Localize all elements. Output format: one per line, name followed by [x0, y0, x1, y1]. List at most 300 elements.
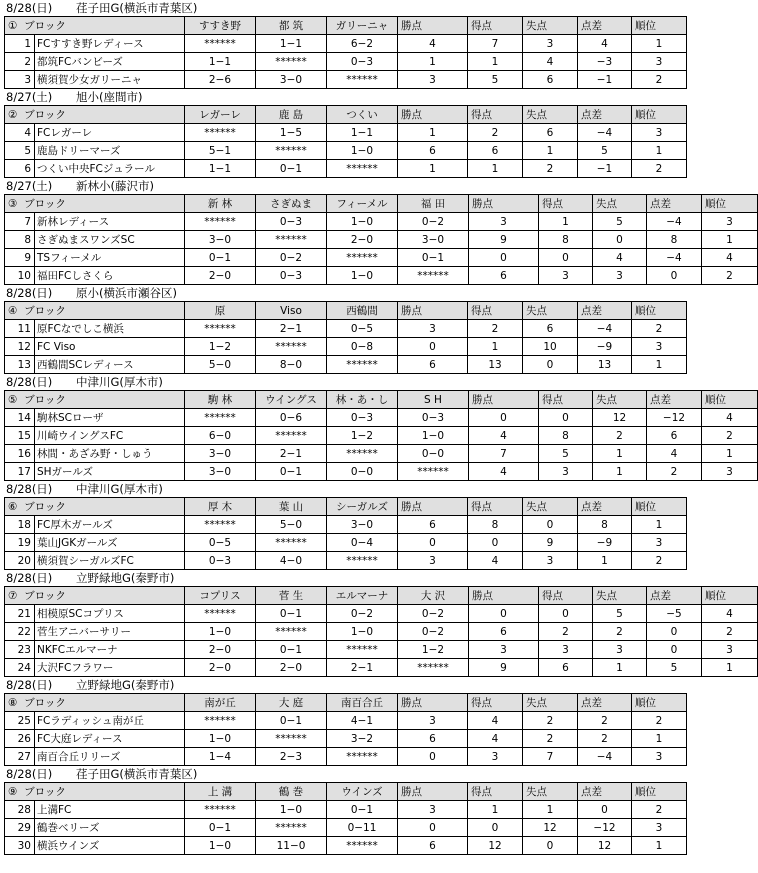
rank-value: 3 [632, 534, 687, 552]
rank-value: 2 [702, 427, 758, 445]
team-number: 29 [5, 819, 35, 837]
rank-value: 1 [632, 35, 687, 53]
goal-diff-value: 4 [578, 35, 632, 53]
match-venue: 原小(横浜市瀬谷区) [76, 286, 177, 300]
rank-value: 1 [632, 356, 687, 374]
match-result: ****** [185, 320, 256, 338]
team-name: 駒林SCローザ [35, 409, 185, 427]
goal-diff-value: −4 [578, 124, 632, 142]
match-venue: 立野緑地G(秦野市) [76, 571, 175, 585]
team-name: 西鶴間SCレディース [35, 356, 185, 374]
match-result: 1−0 [185, 730, 256, 748]
match-result: 3−0 [185, 463, 256, 481]
goals-against-value: 6 [523, 71, 578, 89]
match-venue: 荏子田G(横浜市青葉区) [76, 1, 198, 15]
team-number: 5 [5, 142, 35, 160]
team-name: さぎぬまスワンズSC [35, 231, 185, 249]
block-header-cell [5, 195, 185, 213]
goals-for-header: 得点 [468, 302, 523, 320]
match-result: 0−5 [327, 320, 398, 338]
opponent-header: 厚 木 [185, 498, 256, 516]
opponent-header: シーガルズ [327, 498, 398, 516]
team-number: 23 [5, 641, 35, 659]
match-date: 8/27(土) [6, 179, 53, 193]
goals-for-value: 4 [468, 552, 523, 570]
group-date-line [0, 178, 729, 194]
goals-for-header: 得点 [468, 17, 523, 35]
match-result: 0−1 [256, 712, 327, 730]
match-result: ****** [327, 641, 398, 659]
rank-value: 2 [632, 552, 687, 570]
goal-diff-header: 点差 [578, 302, 632, 320]
goal-diff-value: 8 [578, 516, 632, 534]
rank-header: 順位 [632, 302, 687, 320]
team-row [5, 427, 758, 445]
match-result: 0−5 [185, 534, 256, 552]
points-value: 0 [469, 605, 539, 623]
goals-for-value: 4 [468, 712, 523, 730]
block-header-cell [5, 587, 185, 605]
goals-against-value: 4 [593, 249, 647, 267]
goal-diff-header: 点差 [578, 783, 632, 801]
team-row [5, 356, 687, 374]
team-name: 横浜ウインズ [35, 837, 185, 855]
match-result: 1−0 [256, 801, 327, 819]
rank-value: 3 [632, 53, 687, 71]
opponent-header: 鶴 巻 [256, 783, 327, 801]
goal-diff-value: −1 [578, 71, 632, 89]
team-row [5, 160, 687, 178]
opponent-header: 原 [185, 302, 256, 320]
match-result: 1−1 [185, 53, 256, 71]
table-header-row [5, 106, 687, 124]
rank-header: 順位 [702, 391, 758, 409]
match-result: ****** [256, 142, 327, 160]
points-header: 勝点 [398, 694, 468, 712]
points-value: 0 [398, 338, 468, 356]
goals-for-value: 3 [539, 641, 593, 659]
goals-against-value: 4 [523, 53, 578, 71]
rank-value: 2 [632, 320, 687, 338]
points-header: 勝点 [469, 195, 539, 213]
opponent-header: 大 沢 [398, 587, 469, 605]
team-row [5, 53, 687, 71]
goals-against-value: 1 [593, 445, 647, 463]
team-number: 16 [5, 445, 35, 463]
goals-against-header: 失点 [523, 17, 578, 35]
goals-against-value: 1 [523, 142, 578, 160]
table-header-row [5, 391, 758, 409]
group-table [4, 301, 687, 374]
team-name: FC大庭レディース [35, 730, 185, 748]
team-name: 葉山JGKガールズ [35, 534, 185, 552]
goal-diff-header: 点差 [578, 17, 632, 35]
match-venue: 新林小(藤沢市) [76, 179, 154, 193]
match-result: ****** [185, 712, 256, 730]
block-label: ブロック [24, 590, 66, 602]
opponent-header: 南百合丘 [327, 694, 398, 712]
points-value: 3 [398, 71, 468, 89]
group-date-line [0, 285, 729, 301]
goal-diff-value: 12 [578, 837, 632, 855]
goals-for-header: 得点 [539, 587, 593, 605]
match-result: 0−2 [327, 605, 398, 623]
group-table [4, 105, 687, 178]
goals-for-header: 得点 [468, 783, 523, 801]
rank-value: 2 [702, 267, 758, 285]
team-name: 鶴巻ベリーズ [35, 819, 185, 837]
points-value: 3 [398, 712, 468, 730]
match-result: ****** [398, 659, 469, 677]
goals-against-value: 6 [523, 124, 578, 142]
team-number: 20 [5, 552, 35, 570]
goal-diff-value: 5 [647, 659, 702, 677]
team-name: 横須賀少女ガリーニャ [35, 71, 185, 89]
opponent-header: レガーレ [185, 106, 256, 124]
rank-value: 2 [632, 712, 687, 730]
match-result: ****** [256, 730, 327, 748]
rank-header: 順位 [632, 17, 687, 35]
match-result: 0−6 [256, 409, 327, 427]
match-result: 0−3 [327, 409, 398, 427]
goals-against-value: 2 [593, 623, 647, 641]
block-label: ブロック [24, 697, 66, 709]
goal-diff-value: −4 [578, 748, 632, 766]
match-result: 0−0 [327, 463, 398, 481]
goal-diff-value: 2 [578, 712, 632, 730]
rank-value: 2 [632, 160, 687, 178]
match-result: 2−1 [327, 659, 398, 677]
team-row [5, 641, 758, 659]
goals-against-value: 1 [523, 801, 578, 819]
match-result: 0−1 [327, 801, 398, 819]
team-row [5, 124, 687, 142]
match-result: ****** [185, 516, 256, 534]
team-name: 福田FCしさくら [35, 267, 185, 285]
team-number: 1 [5, 35, 35, 53]
points-value: 6 [469, 623, 539, 641]
team-number: 30 [5, 837, 35, 855]
goals-for-value: 3 [539, 463, 593, 481]
goals-for-value: 3 [468, 748, 523, 766]
team-row [5, 338, 687, 356]
match-result: 0−1 [256, 160, 327, 178]
table-header-row [5, 195, 758, 213]
team-row [5, 320, 687, 338]
points-value: 0 [398, 819, 468, 837]
rank-header: 順位 [632, 694, 687, 712]
goals-against-value: 3 [593, 641, 647, 659]
rank-value: 1 [632, 730, 687, 748]
block-label: ブロック [24, 394, 66, 406]
points-value: 3 [398, 320, 468, 338]
group-table [4, 497, 687, 570]
team-number: 3 [5, 71, 35, 89]
goal-diff-value: 4 [647, 445, 702, 463]
goals-for-value: 13 [468, 356, 523, 374]
team-row [5, 837, 687, 855]
match-result: 2−0 [256, 659, 327, 677]
team-row [5, 267, 758, 285]
goals-for-value: 2 [468, 320, 523, 338]
team-name: FCラディッシュ南が丘 [35, 712, 185, 730]
match-result: ****** [256, 427, 327, 445]
opponent-header: さぎぬま [256, 195, 327, 213]
match-result: 2−1 [256, 445, 327, 463]
goals-for-value: 8 [539, 231, 593, 249]
goal-diff-value: 0 [578, 801, 632, 819]
goals-against-header: 失点 [523, 498, 578, 516]
points-value: 3 [469, 641, 539, 659]
rank-value: 3 [632, 819, 687, 837]
table-header-row [5, 694, 687, 712]
goals-for-value: 3 [539, 267, 593, 285]
match-date: 8/28(日) [6, 482, 53, 496]
match-result: 1−0 [327, 213, 398, 231]
group-date-line [0, 766, 729, 782]
rank-value: 3 [702, 463, 758, 481]
match-result: 0−2 [398, 623, 469, 641]
match-result: 1−1 [327, 124, 398, 142]
block-header-cell [5, 498, 185, 516]
points-value: 7 [469, 445, 539, 463]
goals-for-header: 得点 [468, 106, 523, 124]
opponent-header: 都 筑 [256, 17, 327, 35]
goal-diff-header: 点差 [578, 106, 632, 124]
team-name: FCレガーレ [35, 124, 185, 142]
team-row [5, 748, 687, 766]
team-name: SHガールズ [35, 463, 185, 481]
team-number: 22 [5, 623, 35, 641]
opponent-header: フィーメル [327, 195, 398, 213]
goal-diff-value: 2 [647, 463, 702, 481]
goals-for-value: 1 [539, 213, 593, 231]
goals-for-value: 0 [539, 249, 593, 267]
match-result: 0−1 [256, 605, 327, 623]
goals-against-value: 2 [593, 427, 647, 445]
match-result: 4−1 [327, 712, 398, 730]
team-row [5, 213, 758, 231]
match-result: 0−1 [185, 819, 256, 837]
group-date-line [0, 374, 729, 390]
goals-against-header: 失点 [523, 694, 578, 712]
team-row [5, 605, 758, 623]
goals-against-header: 失点 [523, 783, 578, 801]
goals-against-value: 0 [523, 516, 578, 534]
points-value: 9 [469, 231, 539, 249]
team-name: FC Viso [35, 338, 185, 356]
team-number: 7 [5, 213, 35, 231]
block-label: ブロック [24, 109, 66, 121]
opponent-header: 上 溝 [185, 783, 256, 801]
goals-against-value: 9 [523, 534, 578, 552]
match-result: ****** [256, 534, 327, 552]
goal-diff-value: −4 [578, 320, 632, 338]
goal-diff-header: 点差 [647, 587, 702, 605]
match-result: 1−2 [398, 641, 469, 659]
goal-diff-value: −9 [578, 338, 632, 356]
team-name: 相模原SCコプリス [35, 605, 185, 623]
goal-diff-header: 点差 [578, 694, 632, 712]
group-date-line [0, 481, 729, 497]
opponent-header: 葉 山 [256, 498, 327, 516]
points-value: 6 [398, 730, 468, 748]
goals-against-value: 6 [523, 320, 578, 338]
rank-value: 4 [702, 409, 758, 427]
goals-for-value: 1 [468, 53, 523, 71]
points-value: 9 [469, 659, 539, 677]
points-value: 4 [398, 35, 468, 53]
goals-against-value: 2 [523, 730, 578, 748]
goals-against-value: 2 [523, 160, 578, 178]
points-value: 6 [398, 142, 468, 160]
rank-value: 1 [632, 516, 687, 534]
match-result: 0−3 [327, 53, 398, 71]
team-number: 24 [5, 659, 35, 677]
team-row [5, 231, 758, 249]
match-result: ****** [256, 231, 327, 249]
match-result: ****** [185, 35, 256, 53]
points-value: 0 [398, 748, 468, 766]
team-number: 10 [5, 267, 35, 285]
match-result: 0−4 [327, 534, 398, 552]
match-result: ****** [256, 623, 327, 641]
points-value: 6 [398, 356, 468, 374]
rank-value: 2 [632, 71, 687, 89]
team-name: 原FCなでしこ横浜 [35, 320, 185, 338]
block-header-cell [5, 391, 185, 409]
goals-against-value: 5 [593, 605, 647, 623]
rank-value: 1 [632, 837, 687, 855]
match-date: 8/28(日) [6, 678, 53, 692]
match-result: ****** [185, 124, 256, 142]
goals-against-value: 3 [523, 552, 578, 570]
opponent-header: ウインズ [327, 783, 398, 801]
opponent-header: 菅 生 [256, 587, 327, 605]
goals-against-value: 3 [593, 267, 647, 285]
opponent-header: エルマーナ [327, 587, 398, 605]
team-name: NKFCエルマーナ [35, 641, 185, 659]
team-name: FC厚木ガールズ [35, 516, 185, 534]
points-value: 6 [398, 837, 468, 855]
match-result: ****** [256, 338, 327, 356]
points-header: 勝点 [398, 498, 468, 516]
match-result: 2−6 [185, 71, 256, 89]
match-date: 8/28(日) [6, 286, 53, 300]
match-result: 2−0 [185, 267, 256, 285]
match-result: 3−0 [185, 445, 256, 463]
team-number: 15 [5, 427, 35, 445]
opponent-header: 西鶴間 [327, 302, 398, 320]
goal-diff-value: 6 [647, 427, 702, 445]
match-result: 1−0 [185, 623, 256, 641]
rank-value: 3 [632, 748, 687, 766]
goals-for-value: 0 [468, 819, 523, 837]
points-header: 勝点 [398, 302, 468, 320]
rank-value: 1 [702, 445, 758, 463]
team-row [5, 623, 758, 641]
opponent-header: ガリーニャ [327, 17, 398, 35]
team-number: 21 [5, 605, 35, 623]
goals-against-value: 1 [593, 463, 647, 481]
block-number: ⑤ [8, 394, 18, 406]
team-name: 新林レディース [35, 213, 185, 231]
rank-value: 2 [632, 801, 687, 819]
match-result: ****** [256, 819, 327, 837]
rank-value: 3 [702, 641, 758, 659]
points-value: 1 [398, 124, 468, 142]
match-result: ****** [327, 249, 398, 267]
goals-for-value: 8 [539, 427, 593, 445]
goals-for-value: 7 [468, 35, 523, 53]
points-value: 6 [398, 516, 468, 534]
match-result: 1−0 [327, 623, 398, 641]
goals-for-value: 5 [539, 445, 593, 463]
group-date-line [0, 89, 729, 105]
team-name: 上溝FC [35, 801, 185, 819]
block-number: ⑧ [8, 697, 18, 709]
table-header-row [5, 498, 687, 516]
block-header-cell [5, 17, 185, 35]
match-result: 0−2 [398, 213, 469, 231]
goals-for-value: 5 [468, 71, 523, 89]
match-result: 0−0 [398, 445, 469, 463]
goal-diff-value: 0 [647, 641, 702, 659]
rank-value: 4 [702, 605, 758, 623]
table-header-row [5, 302, 687, 320]
goals-for-value: 2 [539, 623, 593, 641]
block-number: ① [8, 20, 18, 32]
team-name: 川崎ウイングスFC [35, 427, 185, 445]
goal-diff-value: −4 [647, 249, 702, 267]
goals-against-header: 失点 [593, 195, 647, 213]
team-name: 鹿島ドリーマーズ [35, 142, 185, 160]
team-name: 横須賀シーガルズFC [35, 552, 185, 570]
match-result: ****** [256, 53, 327, 71]
goals-for-value: 6 [539, 659, 593, 677]
team-row [5, 249, 758, 267]
points-value: 3 [398, 552, 468, 570]
team-row [5, 819, 687, 837]
match-result: ****** [327, 71, 398, 89]
points-value: 3 [469, 213, 539, 231]
match-result: 0−3 [185, 552, 256, 570]
match-result: 2−0 [185, 659, 256, 677]
goals-against-value: 5 [593, 213, 647, 231]
match-result: 2−0 [185, 641, 256, 659]
match-result: ****** [185, 213, 256, 231]
points-value: 6 [469, 267, 539, 285]
match-result: ****** [185, 409, 256, 427]
team-number: 6 [5, 160, 35, 178]
match-result: 0−11 [327, 819, 398, 837]
group-table [4, 782, 687, 855]
goal-diff-value: −9 [578, 534, 632, 552]
team-row [5, 71, 687, 89]
match-result: 3−0 [185, 231, 256, 249]
points-header: 勝点 [469, 587, 539, 605]
team-row [5, 409, 758, 427]
block-label: ブロック [24, 198, 66, 210]
match-venue: 荏子田G(横浜市青葉区) [76, 767, 198, 781]
team-number: 9 [5, 249, 35, 267]
goals-against-header: 失点 [593, 587, 647, 605]
match-result: ****** [327, 160, 398, 178]
match-venue: 旭小(座間市) [76, 90, 143, 104]
goals-for-value: 6 [468, 142, 523, 160]
match-result: 3−0 [398, 231, 469, 249]
match-result: 1−0 [327, 142, 398, 160]
